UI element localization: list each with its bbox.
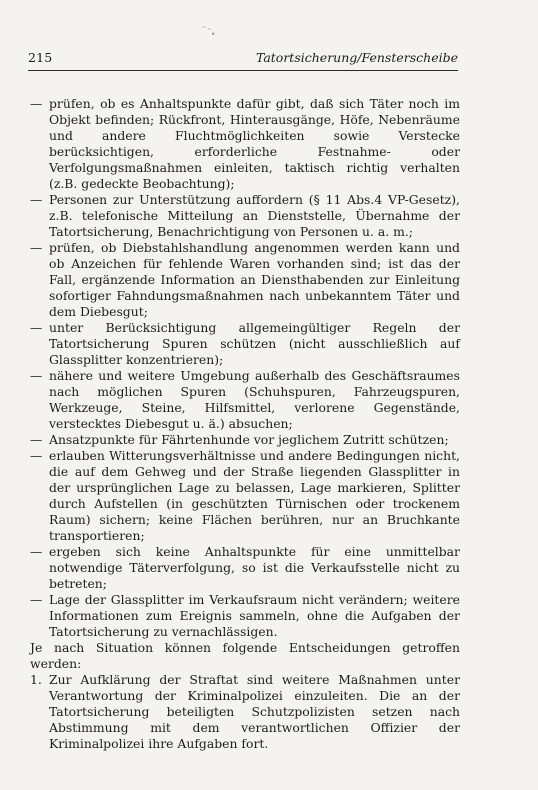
list-item-text: prüfen, ob Diebstahlshandlung angenommen werden kann und ob Anzeichen für fehlende Waren vorhanden sind; ist das der Fall, ergänzende Information an Diensthabenden zur Einleitung sofortiger Fahndungsmaßnahmen nach unbekanntem Täter und dem Diebesgut; — [49, 240, 460, 319]
list-item-text: unter Berücksichtigung allgemeingültiger Regeln der Tatortsicherung Spuren schützen (nicht ausschließlich auf Glassplitter konzentrieren); — [49, 320, 460, 367]
list-item — [30, 544, 460, 592]
list-item-text: Ansatzpunkte für Fährtenhunde vor jeglichem Zutritt schützen; — [49, 432, 449, 447]
dash-marker: — — [30, 192, 43, 207]
list-item — [30, 96, 460, 192]
body-text — [30, 96, 460, 752]
dash-marker: — — [30, 448, 43, 463]
item-number: 1. — [30, 672, 42, 687]
list-item — [30, 192, 460, 240]
page-number: 215 — [28, 50, 53, 65]
dash-marker: — — [30, 96, 43, 111]
list-item — [30, 240, 460, 320]
header-rule — [28, 70, 458, 71]
list-item — [30, 368, 460, 432]
scan-speck: ˜˜∙ — [198, 25, 218, 41]
list-item-text: erlauben Witterungsverhältnisse und andere Bedingungen nicht, die auf dem Gehweg und der Straße liegenden Glassplitter in der ursprünglichen Lage zu belassen, Lage markieren, Splitter durch Aufstellen (in geschützten Türnischen oder trockenem Raum) sichern; keine Flächen berühren, nur an Bruchkante transportieren; — [49, 448, 460, 543]
dash-marker: — — [30, 432, 43, 447]
list-item-text: Personen zur Unterstützung auffordern (§ 11 Abs.4 VP-Gesetz), z.B. telefonische Mitteilung an Dienststelle, Übernahme der Tatortsicherung, Benachrichtigung von Personen u. a. m.; — [49, 192, 460, 239]
decision-intro: Je nach Situation können folgende Entscheidungen getroffen werden: — [30, 640, 460, 671]
dash-marker: — — [30, 368, 43, 383]
list-item — [30, 320, 460, 368]
numbered-item — [30, 672, 460, 752]
list-item — [30, 432, 460, 448]
list-item-text: prüfen, ob es Anhaltspunkte dafür gibt, daß sich Täter noch im Objekt befinden; Rückfront, Hinterausgänge, Höfe, Nebenräume und andere Fluchtmöglichkeiten sowie Verstecke berücksichtigen, erforderliche Festnahme- oder Verfolgungsmaßnahmen einleiten, taktisch richtig verhalten (z.B. gedeckte Beobachtung); — [49, 96, 460, 191]
list-item-text: Lage der Glassplitter im Verkaufsraum nicht verändern; weitere Informationen zum Ereignis sammeln, ohne die Aufgaben der Tatortsicherung zu vernachlässigen. — [49, 592, 460, 639]
running-head: Tatortsicherung/Fensterscheibe — [255, 50, 458, 65]
list-item-text: ergeben sich keine Anhaltspunkte für eine unmittelbar notwendige Täterverfolgung, so ist die Verkaufsstelle nicht zu betreten; — [49, 544, 460, 591]
dash-marker: — — [30, 544, 43, 559]
dash-marker: — — [30, 240, 43, 255]
list-item — [30, 592, 460, 640]
numbered-item-text: Zur Aufklärung der Straftat sind weitere Maßnahmen unter Verantwortung der Kriminalpolizei einzuleiten. Die an der Tatortsicherung beteiligten Schutzpolizisten setzen nach Abstimmung mit dem verantwortlichen Offizier der Kriminalpolizei ihre Aufgaben fort. — [49, 672, 460, 751]
dash-marker: — — [30, 320, 43, 335]
list-item — [30, 448, 460, 544]
page-header — [28, 50, 458, 65]
dash-marker: — — [30, 592, 43, 607]
measures-list — [30, 96, 460, 640]
decision-list — [30, 672, 460, 752]
list-item-text: nähere und weitere Umgebung außerhalb des Geschäftsraumes nach möglichen Spuren (Schuhspuren, Fahrzeugspuren, Werkzeuge, Steine, Hilfsmittel, verlorene Gegenstände, verstecktes Diebesgut u. ä.) absuchen; — [49, 368, 460, 431]
